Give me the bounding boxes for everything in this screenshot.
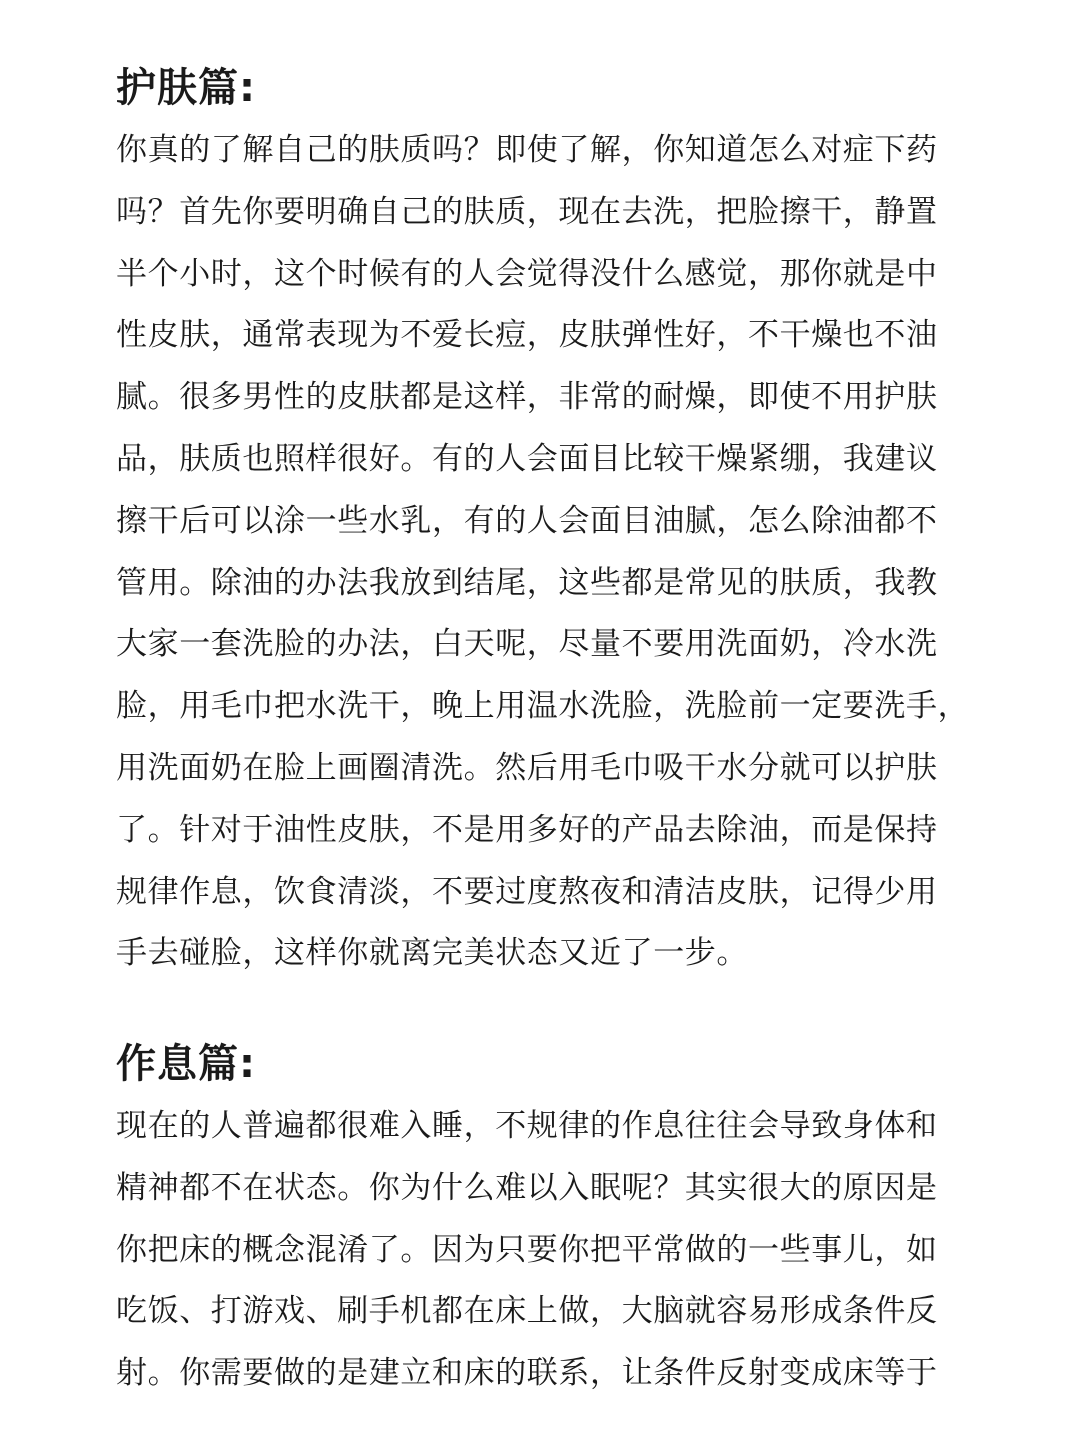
skincare-line: 品，肤质也照样很好。有的人会面目比较干燥紧绷，我建议 <box>116 440 938 477</box>
skincare-line: 腻。很多男性的皮肤都是这样，非常的耐燥，即使不用护肤 <box>116 379 938 416</box>
skincare-heading: 护肤篇: <box>116 65 256 111</box>
skincare-line: 手去碰脸，这样你就离完美状态又近了一步。 <box>116 935 748 972</box>
sleep-schedule-line: 现在的人普遍都很难入睡，不规律的作息往往会导致身体和 <box>116 1108 938 1144</box>
sleep-schedule-paragraph <box>116 1096 936 1405</box>
sleep-schedule-line: 你把床的概念混淆了。因为只要你把平常做的一些事儿，如 <box>116 1231 938 1268</box>
skincare-line: 性皮肤，通常表现为不爱长痘，皮肤弹性好，不干燥也不油 <box>116 317 938 354</box>
sleep-schedule-section <box>116 1036 936 1405</box>
sleep-schedule-line: 射。你需要做的是建立和床的联系，让条件反射变成床等于 <box>116 1355 938 1392</box>
sleep-schedule-heading: 作息篇: <box>116 1041 256 1087</box>
sleep-schedule-line: 吃饭、打游戏、刷手机都在床上做，大脑就容易形成条件反 <box>116 1293 938 1330</box>
skincare-line: 半个小时，这个时候有的人会觉得没什么感觉，那你就是中 <box>116 255 938 292</box>
skincare-line: 大家一套洗脸的办法，白天呢，尽量不要用洗面奶，冷水洗 <box>116 626 938 663</box>
sleep-schedule-line: 精神都不在状态。你为什么难以入眠呢？其实很大的原因是 <box>116 1169 938 1206</box>
skincare-line: 管用。除油的办法我放到结尾，这些都是常见的肤质，我教 <box>116 564 938 601</box>
skincare-line: 擦干后可以涂一些水乳，有的人会面目油腻，怎么除油都不 <box>116 502 938 539</box>
skincare-line: 吗？首先你要明确自己的肤质，现在去洗，把脸擦干，静置 <box>116 193 938 230</box>
skincare-section <box>116 60 970 985</box>
skincare-line: 规律作息，饮食清淡，不要过度熬夜和清洁皮肤，记得少用 <box>116 873 938 910</box>
skincare-line: 用洗面奶在脸上画圈清洗。然后用毛巾吸干水分就可以护肤 <box>116 749 938 786</box>
skincare-line: 你真的了解自己的肤质吗？即使了解，你知道怎么对症下药 <box>116 132 938 168</box>
skincare-line: 脸，用毛巾把水洗干，晚上用温水洗脸，洗脸前一定要洗手， <box>116 688 970 725</box>
skincare-line: 了。针对于油性皮肤，不是用多好的产品去除油，而是保持 <box>116 811 938 848</box>
skincare-paragraph <box>116 120 970 985</box>
